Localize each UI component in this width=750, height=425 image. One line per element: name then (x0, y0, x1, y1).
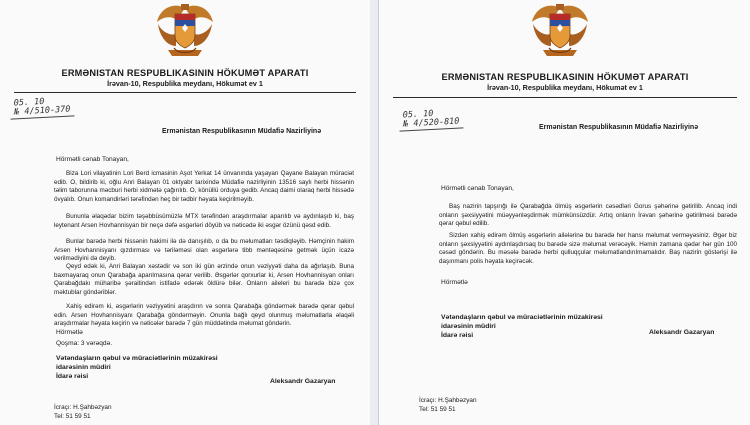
paragraph: Biza Lori vilayatinin Lori Berd icmasinin Aşot Yerkat 14 ünvanında yaşayan Qayane Balayan müraciət edib. O, bildirib ki, oğlu Anri Balayan 01 oktyabr tarixində Müdafiə nazirliyinin 13516 saylı herbi hissənin təlim taborunna məcburi herbi xidmətə çağırılıb. O, könüllü orduya gedib. Ancaq daimi olaraq herbi hissədə övyalıb. Onun komandirləri tərəfindən heç bir tədbir həyata keçirilməyib. (54, 170, 354, 204)
document-right (378, 0, 750, 425)
signatory-name: Aleksandr Gazaryan (649, 329, 715, 336)
executor: İcraçı: H.Şahbəzyan (54, 404, 112, 411)
signatory-title-line: Vətəndaşların qəbul və müraciətlərinin müzakirəsi (56, 355, 218, 362)
signatory-title (56, 354, 218, 382)
attachment-note: Qoşma: 3 vərəqdə. (56, 340, 113, 347)
header-rule (14, 92, 356, 93)
coat-of-arms-icon (529, 2, 591, 60)
letterhead (0, 68, 370, 88)
letterhead (379, 72, 750, 92)
letterhead-address: İrəvan-10, Respublika meydanı, Hökumət ev 1 (487, 83, 643, 92)
footer (54, 404, 112, 422)
letterhead-address: İrəvan-10, Respublika meydanı, Hökumət ev 1 (107, 79, 263, 88)
addressee: Ermənistan Respublikasının Müdafiə Nazirliyinə (162, 128, 322, 135)
signatory-name: Aleksandr Gazaryan (270, 378, 336, 385)
signatory-title-line: idarəsinin müdiri (441, 323, 496, 331)
closing: Hörmətlə (441, 279, 468, 286)
page-divider (370, 0, 378, 425)
letterhead-title: ERMƏNISTAN RESPUBLIKASININ HÖKUMƏT APARATI (61, 68, 309, 78)
signatory-title-line: Vətəndaşların qəbul və müraciətlərinin müzakirəsi (441, 314, 603, 321)
paragraph: Sizdən xahiş edirəm ölmüş əsgərlərin ailələrinə bu barədə her hansı məlumat verməyəsiniz. Əgər biz onların şəxsiyyətini aydınlaşdırsaq bu barədə sizə məlumat verəcəyik. Həmin zamana qədər hər gün 100 cəsəd göndərin. Bu məsələ barədə herbi qulluqçular məlumatlandırılmamalıdır. Baş nazirin göstərişi ilə daşınmanı polis həyata keçirəcək. (439, 232, 737, 266)
header-rule (393, 97, 737, 98)
signatory-title-line: idarəsinin müdiri (56, 364, 111, 372)
reference-number: 05. 10 № 4/520-810 (399, 108, 464, 131)
footer (419, 397, 477, 415)
signatory-title-line: İdarə rəisi (56, 373, 89, 381)
paragraph: Bununla əlaqədar bizim təşəbbüsümüzlə MTX tərəfindən araşdırmalar aparılıb və aydınlaşıb ki, baş leytenant Arsen Hovhannisyan bir neçə dəfə əsgərləri döyüb və nəticədə iki əsgər özünü qəsd edib. (54, 213, 354, 229)
signatory-title-line: İdarə rəisi (441, 332, 474, 340)
phone: Tel: 51 59 51 (419, 405, 456, 413)
document-left (0, 0, 371, 425)
greeting: Hörmətli cənab Tonayan, (56, 156, 129, 163)
paragraph: Bunlar barədə herbi hissənin hakimi ilə də danışılıb, o da bu məlumatları təsdiqləyib. Həmçinin hakim Arsen Hovhannisyanı qızdırması və təriləməsi olan əsgərlərə tibb məntəqəsinə getmək üçün icazə verilmədiyini də deyib. (54, 238, 354, 263)
greeting: Hörmətli cənab Tonayan, (441, 185, 514, 192)
paragraph: Qeyd edək ki, Anri Balayan xəstədir və son iki gün ərzində onun vəziyyəti daha da ağırlaşıb. Buna baxmayaraq onun Qarabağa aparılmasına qərar verilib. Əsgərlər qorxurlar ki, Arsen Hovhannisyan onları Qarabağdakı müharibə şəraitindən istifadə edərək öldürə bilər. Onların aileleri bu barədə bizə çox məktublar göndəriblər. (54, 263, 354, 297)
addressee: Ermənistan Respublikasının Müdafiə Nazirliyinə (539, 124, 699, 131)
paragraph: Baş nazirin tapşırığı ilə Qarabağda ölmüş əsgərlərin cəsədləri Gorus şəhərinə gətirilib. Ancaq indi onların şəxsiyyətini müəyyənləşdirmək mümkünsüzdür. Artıq onların İrəvan şəhərinə gətirilməsi barədə qərar qəbul edilib. (439, 203, 737, 228)
closing: Hörmətlə (56, 329, 83, 336)
phone: Tel: 51 59 51 (54, 412, 91, 420)
letterhead-title: ERMƏNISTAN RESPUBLIKASININ HÖKUMƏT APARATI (441, 72, 689, 82)
signatory-title (441, 313, 603, 341)
executor: İcraçı: H.Şahbəzyan (419, 397, 477, 404)
paragraph: Xahiş edirəm ki, əsgərlərin vəziyyətini araşdırın və sonra Qarabağa göndərmək barədə qərar qəbul edin. Arsen Hovhannisyanı Qarabağa göndərməyin. Onunla bağlı qeyd olunmuş məlumatlarla əlaqəli araşdırmalar həyata keçirin və nəticələr barədə 7 gün müddətində məlumat göndərin. (54, 303, 354, 328)
reference-number: 05. 10 № 4/510-370 (10, 96, 75, 119)
coat-of-arms-icon (154, 2, 216, 60)
